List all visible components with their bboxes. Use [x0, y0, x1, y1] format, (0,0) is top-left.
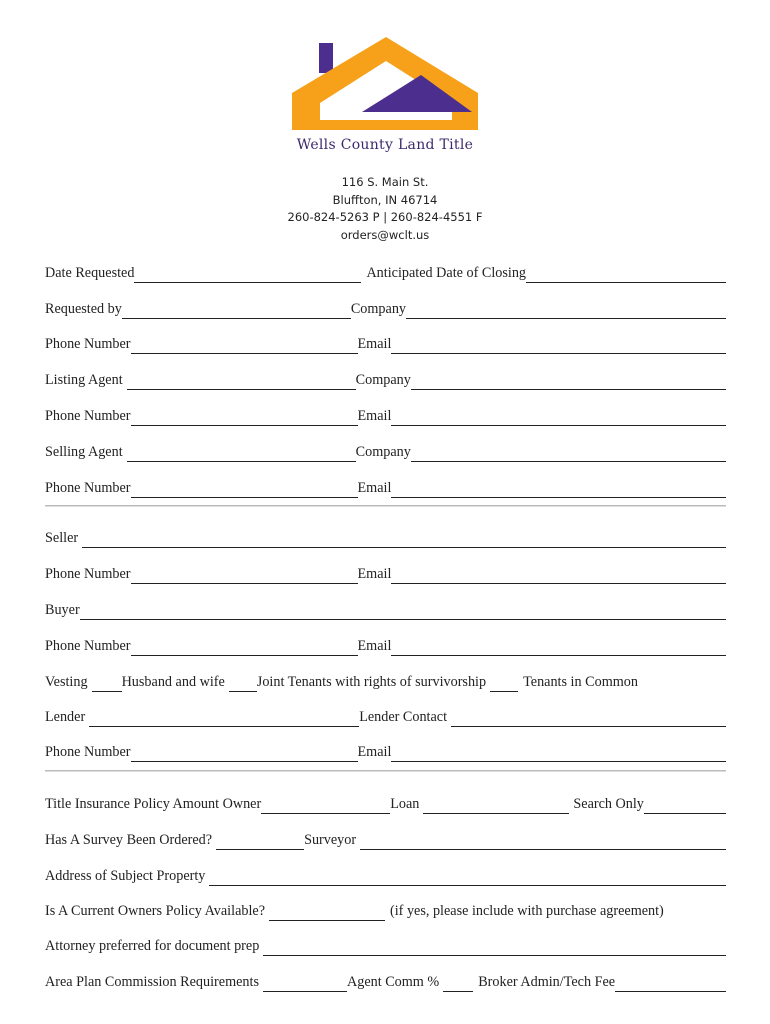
- row-listing-agent: [45, 368, 726, 390]
- address-line-1: 116 S. Main St.: [341, 175, 429, 189]
- field-phone-number[interactable]: [131, 639, 358, 656]
- field-survey-ordered[interactable]: [216, 833, 304, 850]
- row-date-requested: [45, 261, 726, 283]
- row-phone-1: [45, 332, 726, 354]
- label-subject-property: Address of Subject Property: [45, 868, 206, 884]
- label-phone-number: Phone Number: [45, 744, 131, 760]
- field-company[interactable]: [406, 302, 726, 319]
- field-lender[interactable]: [89, 710, 359, 727]
- label-date-requested: Date Requested: [45, 265, 135, 281]
- label-title-policy-owner: Title Insurance Policy Amount Owner: [45, 796, 262, 812]
- field-loan[interactable]: [423, 797, 569, 814]
- label-vesting: Vesting: [45, 674, 88, 690]
- field-current-owners-policy[interactable]: [269, 904, 385, 921]
- label-area-plan: Area Plan Commission Requirements: [45, 974, 259, 990]
- field-email[interactable]: [391, 639, 726, 656]
- field-vesting-joint-tenants[interactable]: [229, 675, 257, 692]
- field-search-only[interactable]: [644, 797, 726, 814]
- label-listing-agent: Listing Agent: [45, 372, 123, 388]
- row-phone-5: [45, 634, 726, 656]
- label-email: Email: [357, 480, 392, 496]
- company-address: [0, 174, 770, 244]
- field-email[interactable]: [391, 409, 726, 426]
- label-loan: Loan: [390, 796, 420, 812]
- label-lender-contact: Lender Contact: [359, 709, 448, 725]
- phone-fax-line: 260-824-5263 P | 260-824-4551 F: [287, 210, 483, 224]
- field-company[interactable]: [411, 373, 726, 390]
- field-company[interactable]: [411, 445, 726, 462]
- label-email: Email: [357, 566, 392, 582]
- field-lender-contact[interactable]: [451, 710, 726, 727]
- company-name-text: Wells County Land Title: [296, 137, 474, 153]
- label-husband-and-wife: Husband and wife: [121, 674, 225, 690]
- field-anticipated-closing[interactable]: [526, 266, 726, 283]
- field-attorney[interactable]: [263, 939, 726, 956]
- label-joint-tenants: Joint Tenants with rights of survivorship: [256, 674, 487, 690]
- field-email[interactable]: [391, 745, 726, 762]
- field-agent-comm[interactable]: [443, 975, 473, 992]
- company-email: orders@wclt.us: [340, 227, 430, 242]
- row-buyer: [45, 598, 726, 620]
- label-email: Email: [357, 336, 392, 352]
- label-purchase-agreement-note: (if yes, please include with purchase agreement): [390, 903, 664, 919]
- field-email[interactable]: [391, 567, 726, 584]
- row-vesting: [45, 670, 726, 692]
- field-seller[interactable]: [82, 531, 726, 548]
- label-broker-fee: Broker Admin/Tech Fee: [478, 974, 616, 990]
- field-buyer[interactable]: [80, 603, 726, 620]
- row-lender: [45, 705, 726, 727]
- field-email[interactable]: [391, 481, 726, 498]
- row-phone-4: [45, 562, 726, 584]
- field-listing-agent[interactable]: [127, 373, 356, 390]
- row-phone-2: [45, 404, 726, 426]
- label-surveyor: Surveyor: [304, 832, 357, 848]
- field-selling-agent[interactable]: [127, 445, 356, 462]
- row-requested-by: [45, 297, 726, 319]
- field-phone-number[interactable]: [131, 567, 358, 584]
- row-owners-policy: [45, 899, 726, 921]
- address-line-2: Bluffton, IN 46714: [332, 192, 438, 207]
- label-seller: Seller: [45, 530, 79, 546]
- label-company: Company: [350, 301, 407, 317]
- field-phone-number[interactable]: [131, 481, 358, 498]
- label-anticipated-closing: Anticipated Date of Closing: [366, 265, 527, 281]
- row-attorney: [45, 934, 726, 956]
- label-agent-comm: Agent Comm %: [346, 974, 440, 990]
- row-area-plan: [45, 970, 726, 992]
- label-survey-ordered: Has A Survey Been Ordered?: [45, 832, 213, 848]
- field-vesting-tenants-in-common[interactable]: [490, 675, 518, 692]
- label-company: Company: [355, 372, 411, 388]
- label-lender: Lender: [45, 709, 86, 725]
- label-attorney: Attorney preferred for document prep: [45, 938, 260, 954]
- row-phone-6: [45, 740, 726, 762]
- field-broker-fee[interactable]: [615, 975, 726, 992]
- row-phone-3: [45, 476, 726, 498]
- row-selling-agent: [45, 440, 726, 462]
- label-buyer: Buyer: [45, 602, 80, 618]
- row-seller: [45, 526, 726, 548]
- field-date-requested[interactable]: [134, 266, 361, 283]
- label-requested-by: Requested by: [45, 301, 122, 317]
- label-company: Company: [355, 444, 411, 460]
- label-search-only: Search Only: [573, 796, 644, 812]
- label-phone-number: Phone Number: [45, 638, 131, 654]
- label-phone-number: Phone Number: [45, 480, 131, 496]
- field-subject-property[interactable]: [209, 869, 726, 886]
- row-subject-property: [45, 864, 726, 886]
- field-title-policy-owner[interactable]: [261, 797, 390, 814]
- company-name: [0, 137, 770, 153]
- field-phone-number[interactable]: [131, 337, 358, 354]
- label-email: Email: [357, 408, 392, 424]
- label-tenants-in-common: Tenants in Common: [523, 674, 638, 690]
- field-email[interactable]: [391, 337, 726, 354]
- label-email: Email: [357, 638, 392, 654]
- chimney-shape: [319, 43, 333, 73]
- field-surveyor[interactable]: [360, 833, 726, 850]
- section-divider: [45, 770, 726, 772]
- label-email: Email: [357, 744, 392, 760]
- row-survey: [45, 828, 726, 850]
- section-divider: [45, 505, 726, 507]
- label-current-owners-policy: Is A Current Owners Policy Available?: [45, 903, 265, 919]
- label-phone-number: Phone Number: [45, 566, 131, 582]
- field-vesting-husband-wife[interactable]: [92, 675, 122, 692]
- row-title-policy: [45, 792, 726, 814]
- label-selling-agent: Selling Agent: [45, 444, 123, 460]
- field-area-plan[interactable]: [263, 975, 347, 992]
- label-phone-number: Phone Number: [45, 336, 131, 352]
- field-phone-number[interactable]: [131, 409, 358, 426]
- label-phone-number: Phone Number: [45, 408, 131, 424]
- field-requested-by[interactable]: [122, 302, 351, 319]
- field-phone-number[interactable]: [131, 745, 358, 762]
